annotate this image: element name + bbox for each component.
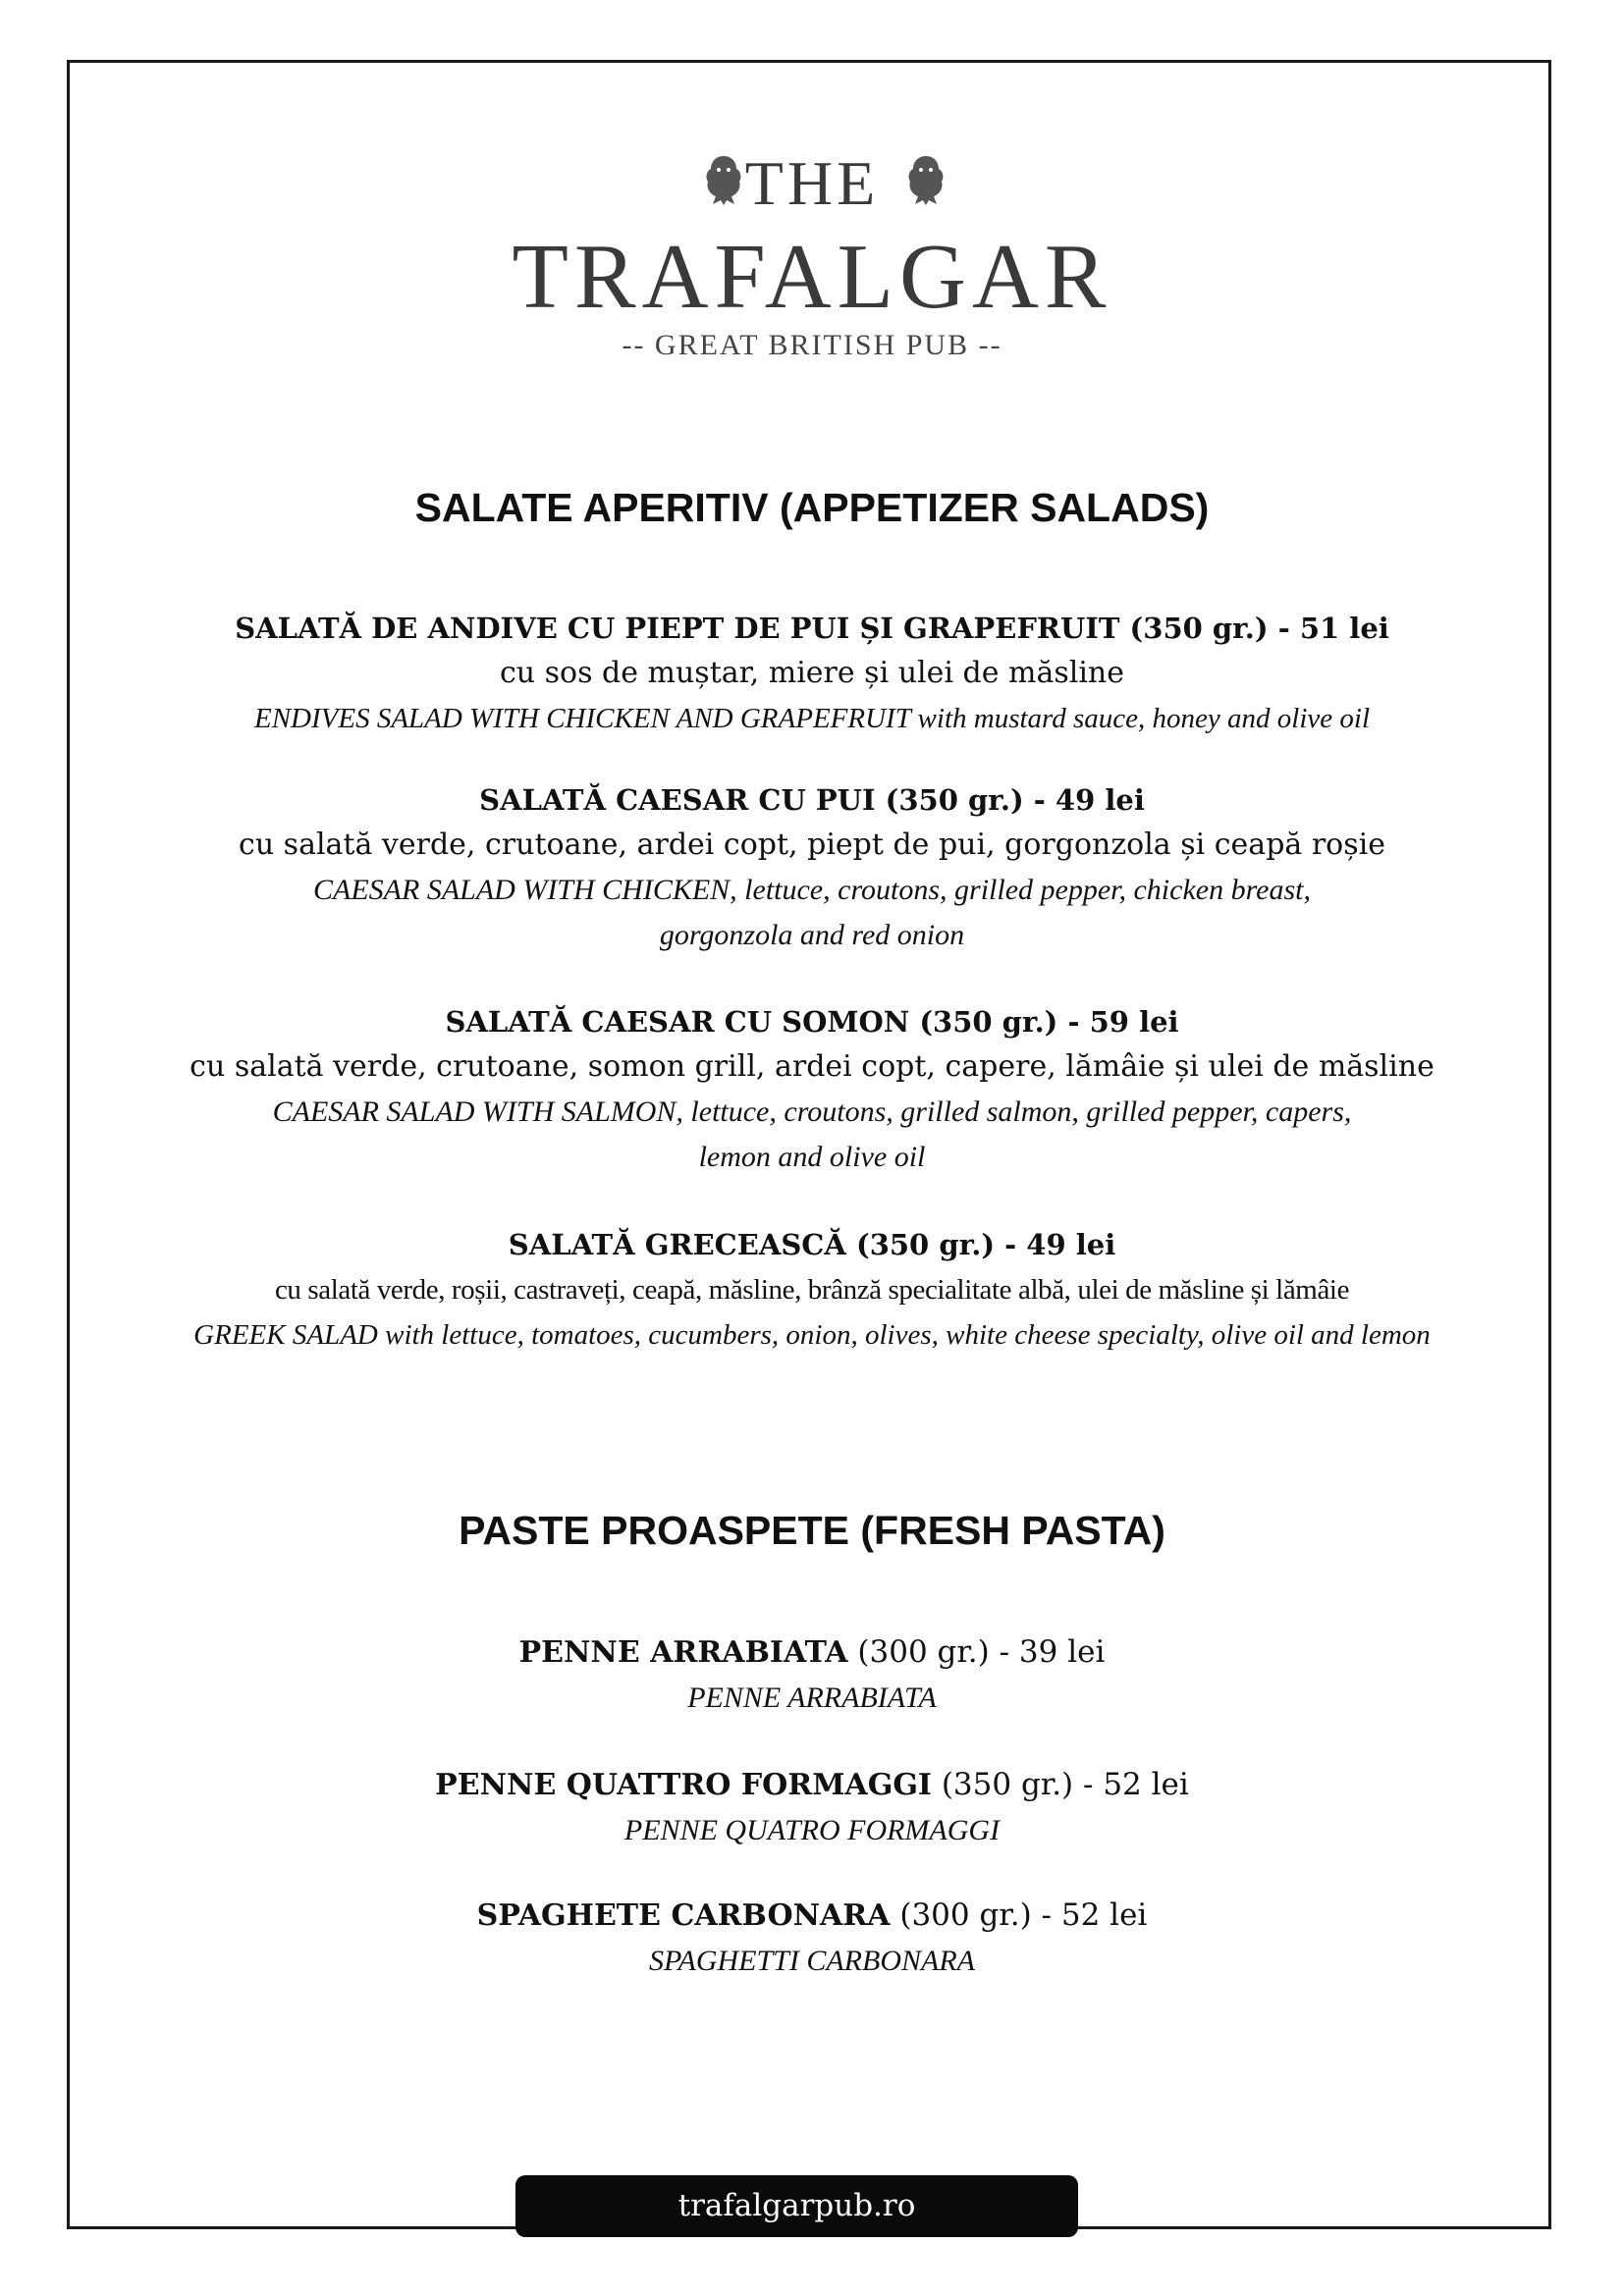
item-description-en: gorgonzola and red onion	[659, 919, 965, 951]
item-description-en: CAESAR SALAD WITH SALMON, lettuce, croutons, grilled salmon, grilled pepper, capers,	[272, 1095, 1352, 1128]
menu-item	[118, 1222, 1506, 1358]
item-description-en: lemon and olive oil	[698, 1141, 926, 1173]
item-description-ro: cu salată verde, crutoane, somon grill, ardei copt, capere, lămâie și ulei de măsline	[189, 1049, 1435, 1084]
item-description-ro: cu salată verde, crutoane, ardei copt, piept de pui, gorgonzola și ceapă roșie	[239, 828, 1385, 862]
item-title-line	[118, 1629, 1506, 1676]
item-title: SALATĂ CAESAR CU SOMON (350 gr.) - 59 lei	[445, 1005, 1179, 1039]
item-detail: (350 gr.) - 52 lei	[941, 1767, 1189, 1802]
menu-item	[118, 606, 1506, 741]
item-title-line	[118, 1762, 1506, 1808]
menu-item	[118, 1762, 1506, 1853]
item-description-en: PENNE QUATRO FORMAGGI	[623, 1814, 1001, 1846]
item-description-en: ENDIVES SALAD WITH CHICKEN AND GRAPEFRUIT with mustard sauce, honey and olive oil	[253, 703, 1370, 734]
item-description-ro: cu salată verde, roșii, castraveți, ceapă, măsline, brânză specialitate albă, ulei de măsline și lămâie	[274, 1274, 1350, 1306]
logo	[0, 147, 1624, 373]
logo-the: THE	[744, 148, 880, 218]
item-description-en: GREEK SALAD with lettuce, tomatoes, cucumbers, onion, olives, white cheese specialty, olive oil and lemon	[193, 1319, 1431, 1351]
item-description-ro: cu sos de muștar, miere și ulei de măsline	[499, 656, 1124, 690]
item-description-en: SPAGHETTI CARBONARA	[649, 1945, 975, 1977]
item-name: PENNE QUATTRO FORMAGGI	[435, 1768, 932, 1802]
menu-item	[118, 777, 1506, 958]
website-link[interactable]: trafalgarpub.ro	[515, 2175, 1078, 2237]
menu-item	[118, 1893, 1506, 1984]
item-detail: (300 gr.) - 39 lei	[857, 1634, 1106, 1670]
pasta-section-title: PASTE PROASPETE (FRESH PASTA)	[459, 1508, 1165, 1553]
menu-item	[118, 1629, 1506, 1721]
salads-section-title: SALATE APERITIV (APPETIZER SALADS)	[414, 485, 1210, 530]
item-name: SPAGHETE CARBONARA	[476, 1898, 891, 1933]
item-detail: (300 gr.) - 52 lei	[899, 1897, 1148, 1933]
item-description-en: CAESAR SALAD WITH CHICKEN, lettuce, croutons, grilled pepper, chicken breast,	[313, 874, 1311, 906]
item-title-line	[118, 1893, 1506, 1939]
logo-trafalgar: TRAFALGAR	[512, 226, 1112, 328]
item-name: PENNE ARRABIATA	[518, 1635, 848, 1670]
item-description-en: PENNE ARRABIATA	[687, 1682, 937, 1714]
item-title: SALATĂ CAESAR CU PUI (350 gr.) - 49 lei	[479, 783, 1145, 817]
item-title: SALATĂ GRECEASCĂ (350 gr.) - 49 lei	[508, 1228, 1116, 1261]
logo-tagline: -- GREAT BRITISH PUB --	[622, 329, 1002, 361]
menu-item	[118, 999, 1506, 1180]
item-title: SALATĂ DE ANDIVE CU PIEPT DE PUI ȘI GRAPEFRUIT (350 gr.) - 51 lei	[235, 612, 1389, 645]
